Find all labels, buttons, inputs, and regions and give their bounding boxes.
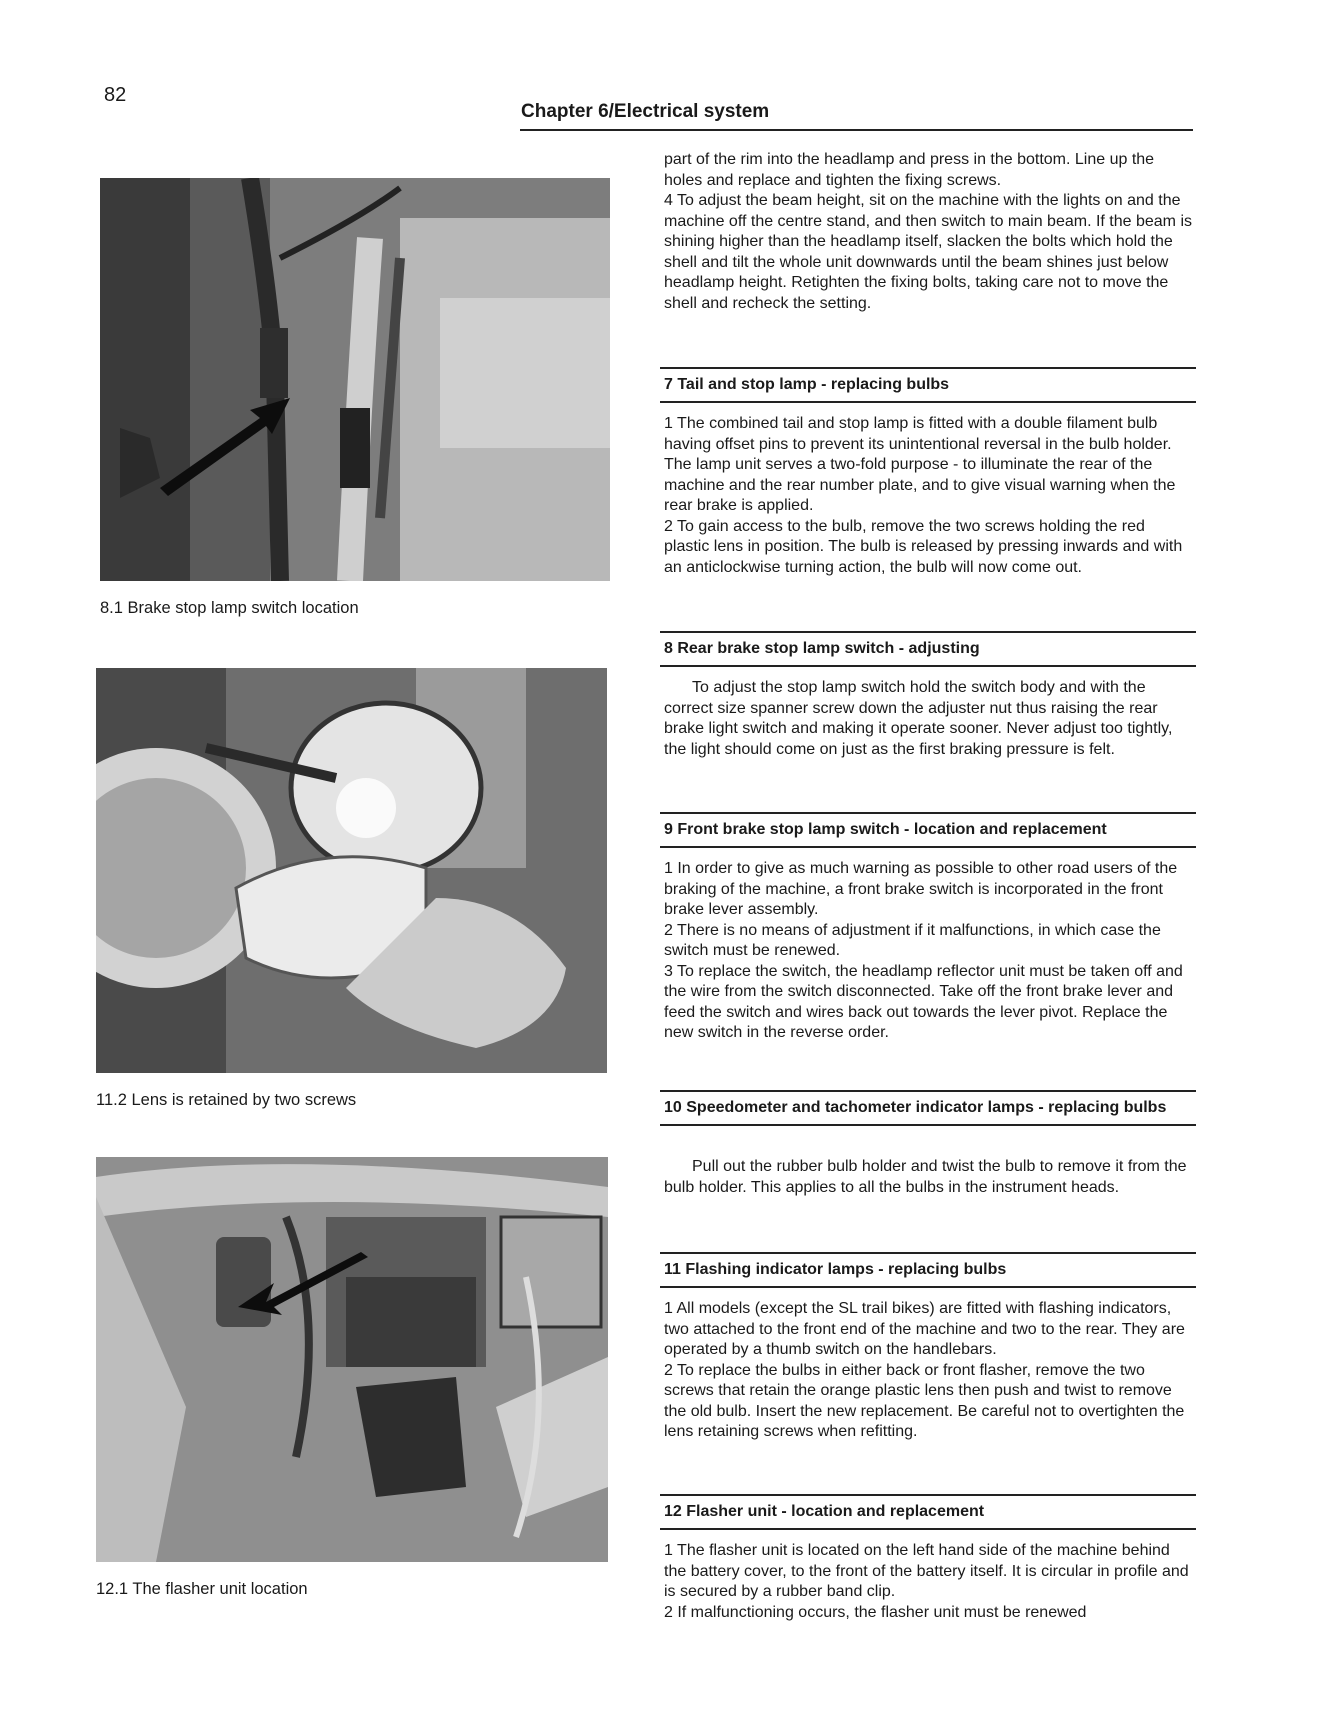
paragraph: To adjust the stop lamp switch hold the switch body and with the correct size spanner screw down the adjuster nut thus raising the rear brake light switch and making it operate sooner. Never adjust too tightly, the light should come on just as the first braking pressure is felt. [664,679,1173,758]
section-8-body [664,678,1194,760]
section-10-body [664,1157,1194,1198]
section-title: 8 Rear brake stop lamp switch - adjusting [664,640,980,657]
section-10 [660,1090,1196,1126]
paragraph: 1 In order to give as much warning as possible to other road users of the braking of the machine, a front brake switch is incorporated in the front brake lever assembly. [664,860,1178,918]
section-title: 12 Flasher unit - location and replacement [664,1503,985,1520]
header-rule [520,129,1193,131]
paragraph: 2 To replace the bulbs in either back or front flasher, remove the two screws that retain the orange plastic lens then push and twist to remove the old bulb. Insert the new replacement. Be careful not to overtighten the lens retaining screws when refitting. [664,1361,1185,1440]
figure-caption: 12.1 The flasher unit location [96,1580,308,1598]
paragraph: 3 To replace the switch, the headlamp reflector unit must be taken off and the wire from the switch disconnected. Take off the front brake lever and feed the switch and wires back out towards the lever pivot. Replace the new switch in the reverse order. [664,962,1183,1041]
section-11-body [664,1299,1194,1443]
section-9-body [664,859,1194,1044]
section-title: 9 Front brake stop lamp switch - location and replacement [664,821,1107,838]
photo-brake-stop-lamp-switch [100,178,610,581]
section-title: 7 Tail and stop lamp - replacing bulbs [664,376,950,393]
paragraph: 1 The flasher unit is located on the left hand side of the machine behind the battery cover, to the front of the battery itself. It is circular in profile and is secured by a rubber band clip. [664,1542,1189,1600]
section-title: 10 Speedometer and tachometer indicator lamps - replacing bulbs [664,1099,1167,1116]
section-12-body [664,1541,1194,1623]
section-9 [660,812,1196,848]
paragraph: 4 To adjust the beam height, sit on the machine with the lights on and the machine off the centre stand, and then switch to main beam. If the beam is shining higher than the headlamp itself, slacken the bolts which hold the shell and tilt the whole unit downwards until the beam shines just below headlamp height. Retighten the fixing bolts, taking care not to move the shell and recheck the setting. [664,192,1192,312]
section-7-body [664,414,1194,578]
paragraph: 2 If malfunctioning occurs, the flasher unit must be renewed [664,1603,1087,1621]
chapter-title: Chapter 6/Electrical system [521,101,770,122]
photo-lens-retained-by-screws [96,668,607,1073]
photo-flasher-unit-location [96,1157,608,1562]
figure-caption: 11.2 Lens is retained by two screws [96,1091,357,1109]
section-7 [660,367,1196,403]
paragraph: 2 There is no means of adjustment if it malfunctions, in which case the switch must be renewed. [664,921,1161,959]
intro-text [664,150,1194,314]
paragraph: Pull out the rubber bulb holder and twist the bulb to remove it from the bulb holder. This applies to all the bulbs in the instrument heads. [664,1158,1187,1196]
figure-caption: 8.1 Brake stop lamp switch location [100,599,359,617]
paragraph: part of the rim into the headlamp and press in the bottom. Line up the holes and replace and tighten the fixing screws. [664,151,1155,189]
section-8 [660,631,1196,667]
paragraph: 2 To gain access to the bulb, remove the two screws holding the red plastic lens in position. The bulb is released by pressing inwards and with an anticlockwise turning action, the bulb will now come out. [664,517,1183,576]
section-11 [660,1252,1196,1288]
section-12 [660,1494,1196,1530]
page-number: 82 [104,84,127,106]
section-title: 11 Flashing indicator lamps - replacing bulbs [664,1261,1007,1278]
paragraph: 1 All models (except the SL trail bikes) are fitted with flashing indicators, two attached to the front end of the machine and two to the rear. They are operated by a thumb switch on the handlebars. [664,1300,1185,1358]
paragraph: 1 The combined tail and stop lamp is fitted with a double filament bulb having offset pins to prevent its unintentional reversal in the bulb holder. The lamp unit serves a two-fold purpose - to illuminate the rear of the machine and the rear number plate, and to give visual warning when the rear brake is applied. [664,415,1176,514]
